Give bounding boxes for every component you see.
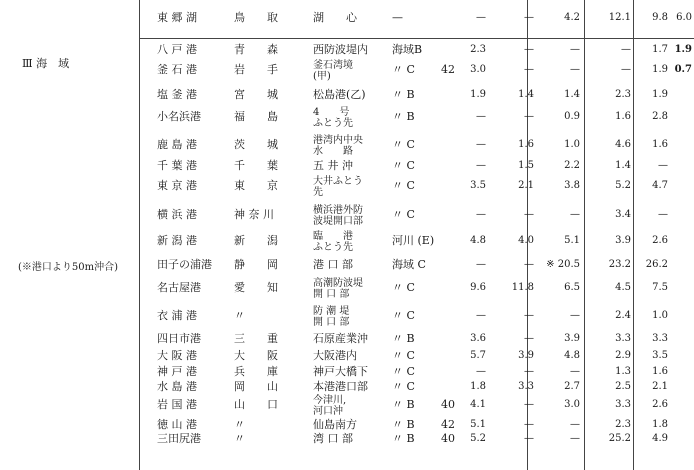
table-cell-v2: — xyxy=(476,111,486,122)
table-cell-v6: 2.6 xyxy=(652,399,668,410)
table-cell-cls: — xyxy=(392,11,403,24)
table-cell-v2: 5.7 xyxy=(470,350,486,361)
table-cell-v4: — xyxy=(570,366,580,377)
table-cell-name: 四日市港 xyxy=(157,332,201,345)
table-cell-name: 名古屋港 xyxy=(157,281,201,294)
table-cell-v6: 2.8 xyxy=(652,111,668,122)
table-cell-v5: 2.4 xyxy=(615,310,631,321)
table-cell-cls: 〃 B xyxy=(392,418,415,431)
table-cell-v5: 1.6 xyxy=(615,111,631,122)
table-cell-v4: 3.0 xyxy=(564,399,580,410)
table-cell-point: 高潮防波堤 開 口 部 xyxy=(313,278,363,300)
table-cell-v4: 1.0 xyxy=(564,139,580,150)
table-cell-v5: 4.5 xyxy=(615,282,631,293)
table-cell-v4: — xyxy=(570,209,580,220)
table-cell-v5: 3.3 xyxy=(615,399,631,410)
table-cell-v5: 4.6 xyxy=(615,139,631,150)
table-cell-v5: 2.3 xyxy=(615,419,631,430)
table-cell-v2: 2.3 xyxy=(470,44,486,55)
table-cell-v2: 3.5 xyxy=(470,180,486,191)
table-cell-cls: 〃 B xyxy=(392,398,415,411)
column-rule xyxy=(584,0,585,470)
table-cell-v4: — xyxy=(570,419,580,430)
table-cell-cls: 〃 B xyxy=(392,332,415,345)
table-cell-name: 釜 石 港 xyxy=(157,63,197,76)
table-cell-v5: 25.2 xyxy=(608,433,631,444)
table-cell-v5: 3.3 xyxy=(615,333,631,344)
table-cell-v6: 4.9 xyxy=(652,433,668,444)
table-cell-v3: — xyxy=(524,419,534,430)
table-cell-name: 大 阪 港 xyxy=(157,349,197,362)
table-cell-point: 臨 港 ふとう先 xyxy=(313,231,353,253)
table-cell-v1: 42 xyxy=(441,418,455,431)
table-cell-v5: 3.4 xyxy=(615,209,631,220)
table-cell-v4: — xyxy=(570,310,580,321)
table-cell-v4: 3.8 xyxy=(564,180,580,191)
table-cell-v6: 4.7 xyxy=(652,180,668,191)
table-cell-point: 石原産業沖 xyxy=(313,332,368,345)
table-cell-v5: 2.9 xyxy=(615,350,631,361)
table-cell-cls: 〃 C xyxy=(392,281,415,294)
table-cell-v3: 1.6 xyxy=(518,139,534,150)
table-cell-v2: 1.9 xyxy=(470,89,486,100)
table-cell-name: 千 葉 港 xyxy=(157,159,197,172)
table-cell-v6: 1.9 xyxy=(652,89,668,100)
table-cell-v3: 11.8 xyxy=(511,282,534,293)
table-cell-cls: 〃 C xyxy=(392,349,415,362)
table-cell-v7: 0.7 xyxy=(674,64,692,75)
table-cell-pref: 大 阪 xyxy=(234,349,278,362)
table-cell-point: 本港港口部 xyxy=(313,380,368,393)
table-cell-point: 港 口 部 xyxy=(313,258,353,271)
row-rule xyxy=(139,38,694,39)
table-cell-v3: — xyxy=(524,44,534,55)
table-cell-point: 港湾内中央 水 路 xyxy=(313,135,363,157)
table-cell-name: 徳 山 港 xyxy=(157,418,197,431)
table-cell-name: 鹿 島 港 xyxy=(157,138,197,151)
table-cell-v3: — xyxy=(524,259,534,270)
table-cell-name: 塩 釜 港 xyxy=(157,88,197,101)
table-cell-pref: 岡 山 xyxy=(234,380,278,393)
table-cell-v3: 4.0 xyxy=(518,235,534,246)
table-cell-cls: 〃 C xyxy=(392,159,415,172)
table-cell-pref: 愛 知 xyxy=(234,281,278,294)
table-cell-point: 4 号 ふとう先 xyxy=(313,107,353,129)
table-cell-pref: 宮 城 xyxy=(234,88,278,101)
table-cell-v3: — xyxy=(524,433,534,444)
table-cell-point: 大井ふとう 先 xyxy=(313,176,363,198)
table-cell-v5: 2.5 xyxy=(615,381,631,392)
table-cell-pref: 神 奈 川 xyxy=(234,208,274,221)
table-cell-v3: — xyxy=(524,366,534,377)
table-cell-v6: 1.8 xyxy=(652,419,668,430)
table-cell-v5: 12.1 xyxy=(608,12,631,23)
table-cell-v6: 3.3 xyxy=(652,333,668,344)
table-cell-v3: — xyxy=(524,64,534,75)
table-cell-point: 西防波堤内 xyxy=(313,43,368,56)
table-cell-v2: 5.2 xyxy=(470,433,486,444)
table-cell-v6: 3.5 xyxy=(652,350,668,361)
table-cell-name: 神 戸 港 xyxy=(157,365,197,378)
table-cell-v7: 6.0 xyxy=(676,12,692,23)
table-cell-name: 横 浜 港 xyxy=(157,208,197,221)
table-cell-v4: ※ 20.5 xyxy=(546,259,580,270)
table-cell-v7: 1.9 xyxy=(674,44,692,55)
table-cell-v4: 5.1 xyxy=(564,235,580,246)
table-cell-name: 三田尻港 xyxy=(157,432,201,445)
table-cell-point: 湖 心 xyxy=(313,11,357,24)
table-cell-v5: 2.3 xyxy=(615,89,631,100)
column-rule xyxy=(633,0,634,470)
table-cell-v6: — xyxy=(658,160,668,171)
table-cell-v1: 40 xyxy=(441,432,455,445)
table-cell-v2: — xyxy=(476,366,486,377)
table-cell-name: 田子の浦港 xyxy=(157,258,212,271)
table-cell-cls: 〃 C xyxy=(392,138,415,151)
table-cell-v1: 40 xyxy=(441,398,455,411)
table-cell-v6: 1.7 xyxy=(652,44,668,55)
table-cell-v5: — xyxy=(621,44,631,55)
table-cell-v3: — xyxy=(524,399,534,410)
table-cell-point: 湾 口 部 xyxy=(313,432,353,445)
table-cell-cls: 海域 C xyxy=(392,258,426,271)
table-cell-v3: — xyxy=(524,12,534,23)
table-cell-v2: — xyxy=(476,160,486,171)
table-cell-pref: 〃 xyxy=(234,309,245,322)
table-cell-v6: 9.8 xyxy=(652,12,668,23)
table-cell-v5: 5.2 xyxy=(615,180,631,191)
table-cell-v4: — xyxy=(570,433,580,444)
footnote: (※港口より50m沖合) xyxy=(18,262,119,273)
table-cell-point: 大阪港内 xyxy=(313,349,357,362)
table-cell-name: 八 戸 港 xyxy=(157,43,197,56)
category-label: Ⅲ 海 域 xyxy=(22,57,70,70)
table-cell-pref: 〃 xyxy=(234,432,245,445)
table-cell-v4: — xyxy=(570,64,580,75)
table-cell-v6: — xyxy=(658,209,668,220)
table-cell-point: 横浜港外防 波堤開口部 xyxy=(313,205,363,227)
table-cell-point: 仙島南方 xyxy=(313,418,357,431)
table-cell-v3: 1.5 xyxy=(518,160,534,171)
table-cell-v1: 42 xyxy=(441,63,455,76)
table-cell-v4: — xyxy=(570,44,580,55)
table-cell-v4: 4.8 xyxy=(564,350,580,361)
table-cell-point: 松島港(乙) xyxy=(313,88,366,101)
table-cell-pref: 静 岡 xyxy=(234,258,278,271)
table-cell-point: 今津川, 河口沖 xyxy=(313,395,347,417)
table-cell-pref: 兵 庫 xyxy=(234,365,278,378)
table-cell-v2: — xyxy=(476,310,486,321)
table-cell-point: 五 井 沖 xyxy=(313,159,353,172)
table-cell-v2: 4.1 xyxy=(470,399,486,410)
table-cell-v2: 3.6 xyxy=(470,333,486,344)
table-cell-name: 東 郷 湖 xyxy=(157,11,197,24)
table-cell-v4: 4.2 xyxy=(564,12,580,23)
table-cell-v2: 5.1 xyxy=(470,419,486,430)
table-cell-v2: — xyxy=(476,12,486,23)
table-cell-v3: 3.3 xyxy=(518,381,534,392)
table-cell-pref: 岩 手 xyxy=(234,63,278,76)
table-cell-name: 東 京 港 xyxy=(157,179,197,192)
table-cell-v4: 3.9 xyxy=(564,333,580,344)
table-cell-v4: 2.7 xyxy=(564,381,580,392)
table-cell-v4: 1.4 xyxy=(564,89,580,100)
table-cell-v5: 1.3 xyxy=(615,366,631,377)
table-cell-name: 衣 浦 港 xyxy=(157,309,197,322)
table-cell-v5: 1.4 xyxy=(615,160,631,171)
table-cell-v6: 26.2 xyxy=(645,259,668,270)
table-cell-v3: — xyxy=(524,333,534,344)
table-cell-v3: 3.9 xyxy=(518,350,534,361)
table-cell-v3: 1.4 xyxy=(518,89,534,100)
table-cell-pref: 千 葉 xyxy=(234,159,278,172)
table-cell-pref: 新 潟 xyxy=(234,234,278,247)
table-cell-point: 神戸大橋下 xyxy=(313,365,368,378)
table-cell-cls: 〃 C xyxy=(392,309,415,322)
table-cell-name: 岩 国 港 xyxy=(157,398,197,411)
table-cell-v6: 1.0 xyxy=(652,310,668,321)
table-cell-v2: 1.8 xyxy=(470,381,486,392)
table-cell-pref: 三 重 xyxy=(234,332,278,345)
table-cell-pref: 福 島 xyxy=(234,110,278,123)
table-cell-v3: 2.1 xyxy=(518,180,534,191)
table-cell-cls: 〃 B xyxy=(392,88,415,101)
table-cell-v5: 3.9 xyxy=(615,235,631,246)
table-cell-point: 釜石湾境 (甲) xyxy=(313,60,353,82)
table-cell-v3: — xyxy=(524,209,534,220)
table-cell-pref: 東 京 xyxy=(234,179,278,192)
table-cell-pref: 〃 xyxy=(234,418,245,431)
table-cell-pref: 茨 城 xyxy=(234,138,278,151)
table-cell-v2: 4.8 xyxy=(470,235,486,246)
table-cell-cls: 海域B xyxy=(392,43,423,56)
table-cell-name: 新 潟 港 xyxy=(157,234,197,247)
table-cell-pref: 青 森 xyxy=(234,43,278,56)
table-cell-v6: 1.6 xyxy=(652,366,668,377)
table-cell-v2: — xyxy=(476,259,486,270)
table-cell-v3: — xyxy=(524,310,534,321)
table-cell-name: 水 島 港 xyxy=(157,380,197,393)
table-cell-v3: — xyxy=(524,111,534,122)
table-cell-v2: — xyxy=(476,209,486,220)
table-cell-name: 小名浜港 xyxy=(157,110,201,123)
table-cell-v6: 1.6 xyxy=(652,139,668,150)
table-cell-v4: 0.9 xyxy=(564,111,580,122)
table-cell-v2: 3.0 xyxy=(470,64,486,75)
table-cell-pref: 山 口 xyxy=(234,398,278,411)
table-cell-v5: — xyxy=(621,64,631,75)
table-cell-cls: 〃 C xyxy=(392,63,415,76)
column-rule xyxy=(139,0,140,470)
table-cell-v2: — xyxy=(476,139,486,150)
table-cell-cls: 〃 C xyxy=(392,179,415,192)
table-cell-cls: 〃 B xyxy=(392,432,415,445)
table-cell-v2: 9.6 xyxy=(470,282,486,293)
table-cell-v4: 6.5 xyxy=(564,282,580,293)
table-cell-v6: 7.5 xyxy=(652,282,668,293)
table-cell-v6: 2.6 xyxy=(652,235,668,246)
table-cell-cls: 〃 C xyxy=(392,208,415,221)
table-cell-point: 防 潮 堤 開 口 部 xyxy=(313,306,350,328)
table-cell-v6: 1.9 xyxy=(652,64,668,75)
table-cell-cls: 〃 C xyxy=(392,380,415,393)
table-cell-cls: 〃 C xyxy=(392,365,415,378)
table-cell-v5: 23.2 xyxy=(608,259,631,270)
table-cell-pref: 鳥 取 xyxy=(234,11,278,24)
table-cell-cls: 〃 B xyxy=(392,110,415,123)
table-cell-v6: 2.1 xyxy=(652,381,668,392)
table-cell-v4: 2.2 xyxy=(564,160,580,171)
table-cell-cls: 河川 (E) xyxy=(392,234,435,247)
